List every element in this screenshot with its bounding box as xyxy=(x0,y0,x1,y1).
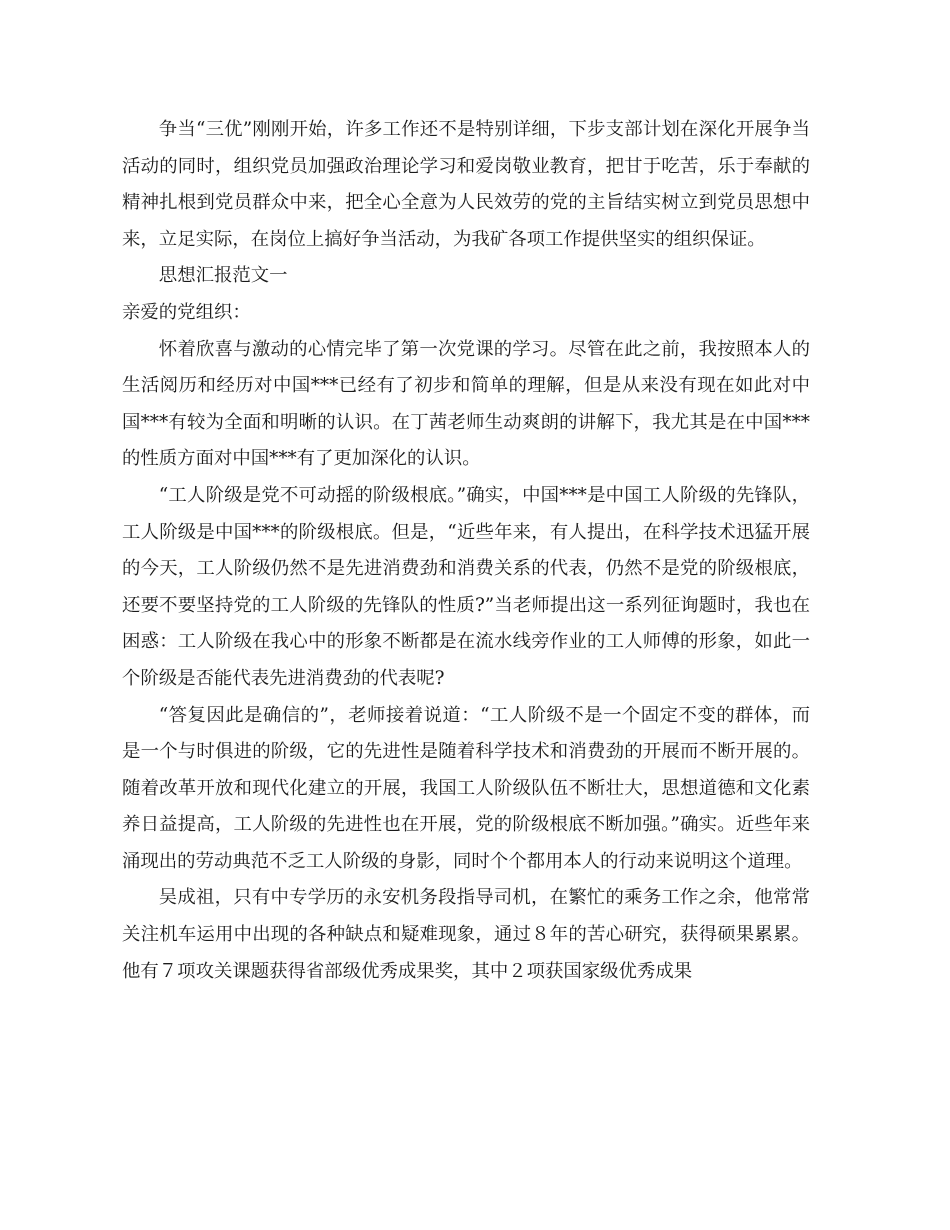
salutation: 亲爱的党组织： xyxy=(122,301,251,323)
paragraph-working-class-foundation: “工人阶级是党不可动摇的阶级根底。”确实，中国***是中国工人阶级的先锋队，工人阶级是中国***的阶级根底。但是，“近些年来，有人提出，在科学技术迅猛开展的今天，工人阶级仍然不是先进消费劲和消费关系的代表，仍然不是党的阶级根底，还要不要坚持党的工人阶级的先锋队的性质?”当老师提出这一系列征询题时，我也在困惑：工人阶级在我心中的形象不断都是在流水线旁作业的工人师傅的形象，如此一个阶级是否能代表先进消费劲的代表呢? xyxy=(122,484,810,689)
section-heading: 思想汇报范文一 xyxy=(158,265,288,287)
document-body xyxy=(122,112,810,990)
paragraph-sanyou-plan: 争当“三优”刚刚开始，许多工作还不是特别详细，下步支部计划在深化开展争当活动的同时，组织党员加强政治理论学习和爱岗敬业教育，把甘于吃苦，乐于奉献的精神扎根到党员群众中来，把全心全意为人民效劳的党的主旨结实树立到党员思想中来，立足实际，在岗位上搞好争当活动，为我矿各项工作提供坚实的组织保证。 xyxy=(122,119,810,250)
paragraph-first-party-lesson: 怀着欣喜与激动的心情完毕了第一次党课的学习。尽管在此之前，我按照本人的生活阅历和经历对中国***已经有了初步和简单的理解，但是从来没有现在如此对中国***有较为全面和明晰的认识。在丁茜老师生动爽朗的讲解下，我尤其是在中国***的性质方面对中国***有了更加深化的认识。 xyxy=(122,338,810,470)
paragraph-teacher-answer: “答复因此是确信的”，老师接着说道：“工人阶级不是一个固定不变的群体，而是一个与时俱进的阶级，它的先进性是随着科学技术和消费劲的开展而不断开展的。随着改革开放和现代化建立的开展，我国工人阶级队伍不断壮大，思想道德和文化素养日益提高，工人阶级的先进性也在开展，党的阶级根底不断加强。”确实。近些年来涌现出的劳动典范不乏工人阶级的身影，同时个个都用本人的行动来说明这个道理。 xyxy=(122,704,810,872)
paragraph-wu-chengzu: 吴成祖，只有中专学历的永安机务段指导司机，在繁忙的乘务工作之余，他常常关注机车运用中出现的各种缺点和疑难现象，通过８年的苦心研究，获得硕果累累。他有７项攻关课题获得省部级优秀成果奖，其中２项获国家级优秀成果 xyxy=(122,887,810,982)
